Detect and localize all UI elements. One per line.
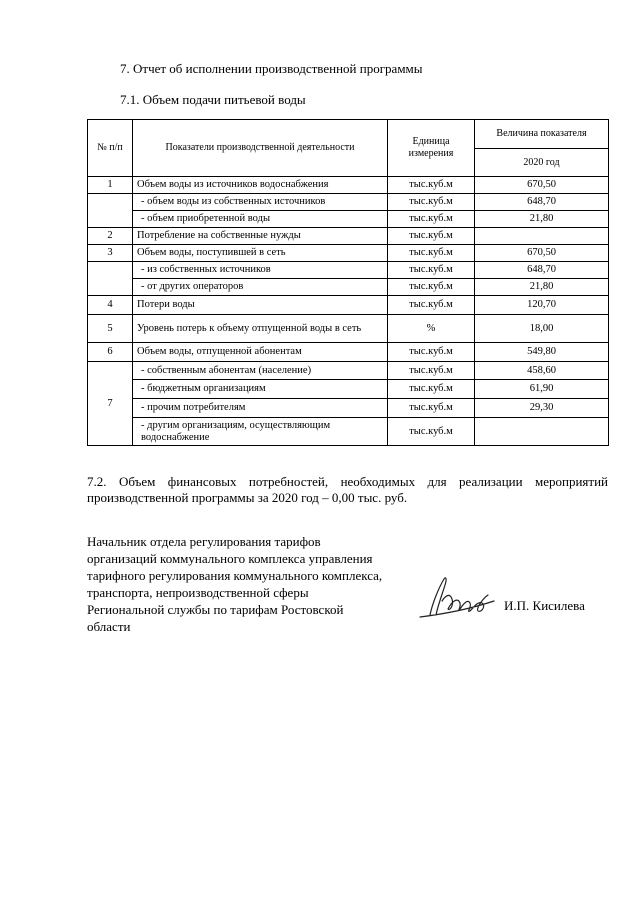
row-num (88, 262, 133, 296)
section-7-title: 7. Отчет об исполнении производственной программы (120, 61, 423, 76)
row-value: 670,50 (475, 245, 609, 262)
row-unit: тыс.куб.м (388, 211, 475, 228)
row-indicator: - от других операторов (133, 279, 388, 296)
row-value: 120,70 (475, 296, 609, 315)
table-row (88, 245, 609, 262)
row-unit: тыс.куб.м (388, 296, 475, 315)
row-indicator: - бюджетным организациям (133, 380, 388, 399)
table-row (88, 343, 609, 362)
table-row (88, 418, 609, 446)
row-unit: тыс.куб.м (388, 177, 475, 194)
table-row (88, 362, 609, 380)
table-row (88, 177, 609, 194)
table-row (88, 279, 609, 296)
row-value: 61,90 (475, 380, 609, 399)
row-num: 5 (88, 315, 133, 343)
row-num: 3 (88, 245, 133, 262)
handwritten-signature (416, 571, 496, 623)
row-indicator: Потери воды (133, 296, 388, 315)
table-row (88, 380, 609, 399)
header-value: Величина показателя (475, 120, 609, 149)
table-row (88, 194, 609, 211)
table-row (88, 211, 609, 228)
header-unit: Единица измерения (388, 120, 475, 177)
row-indicator: Потребление на собственные нужды (133, 228, 388, 245)
row-value (475, 418, 609, 446)
row-value: 29,30 (475, 399, 609, 418)
row-indicator: - объем воды из собственных источников (133, 194, 388, 211)
row-num: 7 (88, 362, 133, 446)
row-unit: тыс.куб.м (388, 245, 475, 262)
row-unit: тыс.куб.м (388, 194, 475, 211)
row-unit: тыс.куб.м (388, 228, 475, 245)
row-value: 648,70 (475, 194, 609, 211)
row-indicator: Объем воды из источников водоснабжения (133, 177, 388, 194)
section-7-2-text: 7.2. Объем финансовых потребностей, необходимых для реализации мероприятий производственной программы за 2020 год – 0,00 тыс. руб. (87, 474, 608, 505)
row-value: 648,70 (475, 262, 609, 279)
header-indicator: Показатели производственной деятельности (133, 120, 388, 177)
row-value: 458,60 (475, 362, 609, 380)
header-num: № п/п (88, 120, 133, 177)
row-unit: % (388, 315, 475, 343)
table-row (88, 296, 609, 315)
row-indicator: - объем приобретенной воды (133, 211, 388, 228)
header-year: 2020 год (475, 149, 609, 177)
row-indicator: - из собственных источников (133, 262, 388, 279)
row-indicator: - собственным абонентам (население) (133, 362, 388, 380)
row-value: 549,80 (475, 343, 609, 362)
signer-position: Начальник отдела регулирования тарифов организаций коммунального комплекса управления тарифного регулирования коммунального комплекса, транспорта, непроизводственной сферы Региональной службы по тарифам Ростовской области (87, 534, 383, 634)
row-indicator: Уровень потерь к объему отпущенной воды в сеть (133, 315, 388, 343)
row-unit: тыс.куб.м (388, 362, 475, 380)
table-row (88, 315, 609, 343)
row-num: 1 (88, 177, 133, 194)
row-indicator: Объем воды, отпущенной абонентам (133, 343, 388, 362)
row-num: 2 (88, 228, 133, 245)
row-num: 6 (88, 343, 133, 362)
row-value: 670,50 (475, 177, 609, 194)
row-indicator: Объем воды, поступившей в сеть (133, 245, 388, 262)
row-value (475, 228, 609, 245)
row-unit: тыс.куб.м (388, 380, 475, 399)
row-unit: тыс.куб.м (388, 279, 475, 296)
row-value: 18,00 (475, 315, 609, 343)
row-indicator: - прочим потребителям (133, 399, 388, 418)
row-unit: тыс.куб.м (388, 262, 475, 279)
row-unit: тыс.куб.м (388, 399, 475, 418)
row-num: 4 (88, 296, 133, 315)
table-row (88, 262, 609, 279)
row-value: 21,80 (475, 279, 609, 296)
row-value: 21,80 (475, 211, 609, 228)
water-supply-table (87, 119, 609, 446)
row-unit: тыс.куб.м (388, 418, 475, 446)
table-row (88, 228, 609, 245)
row-unit: тыс.куб.м (388, 343, 475, 362)
row-num (88, 194, 133, 228)
signer-name: И.П. Кисилева (504, 598, 585, 613)
row-indicator: - другим организациям, осуществляющим водоснабжение (133, 418, 388, 446)
table-row (88, 399, 609, 418)
section-7-1-title: 7.1. Объем подачи питьевой воды (120, 92, 306, 107)
